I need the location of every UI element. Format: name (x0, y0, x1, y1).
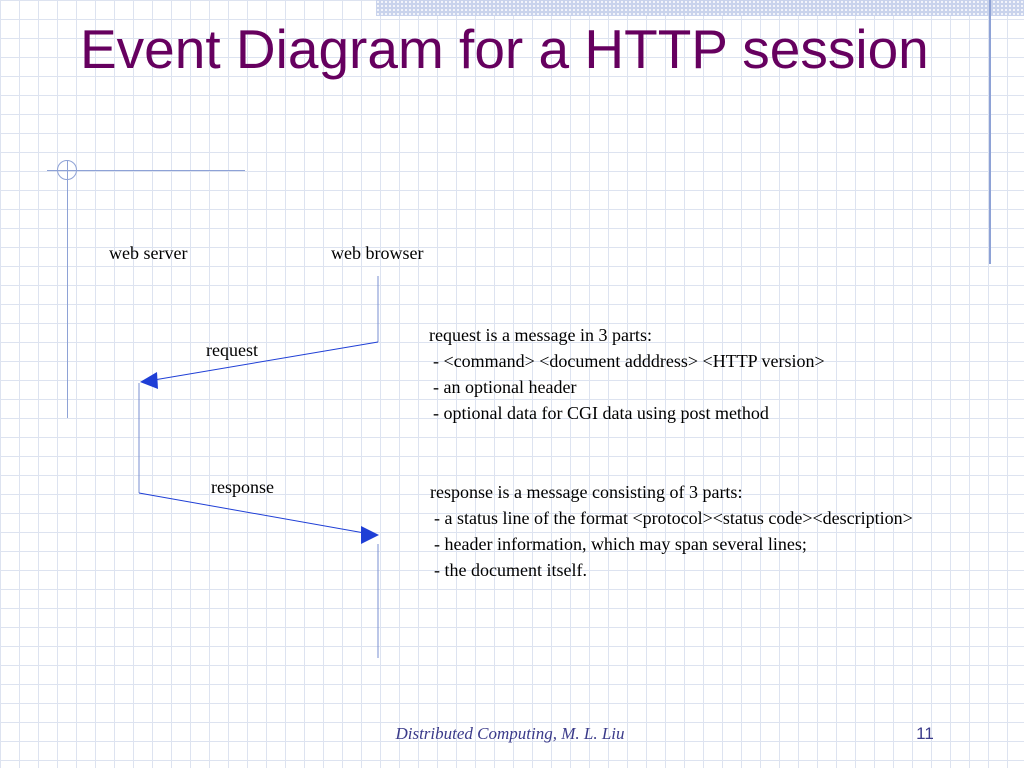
response-note-heading: response is a message consisting of 3 parts: (430, 482, 743, 502)
response-note-item: - the document itself. (434, 560, 587, 580)
request-note-item: - optional data for CGI data using post method (433, 403, 769, 423)
request-note-item: - <command> <document adddress> <HTTP version> (433, 351, 825, 371)
request-arrow-line (148, 342, 378, 381)
request-note-heading: request is a message in 3 parts: (429, 325, 652, 345)
web-browser-label: web browser (331, 243, 424, 263)
response-note (430, 479, 913, 583)
request-note-item: - an optional header (433, 377, 577, 397)
response-label: response (211, 477, 274, 497)
request-note (429, 322, 825, 426)
response-arrow-line (139, 493, 370, 534)
page-number: 11 (916, 724, 934, 743)
slide-title: Event Diagram for a HTTP session (80, 18, 929, 80)
response-arrow-head (361, 526, 379, 544)
web-server-label: web server (109, 243, 188, 263)
request-arrow-head (140, 372, 158, 389)
request-label: request (206, 340, 258, 360)
response-note-item: - header information, which may span several lines; (434, 534, 807, 554)
slide-footer: Distributed Computing, M. L. Liu (395, 724, 625, 743)
response-note-item: - a status line of the format <protocol><status code><description> (434, 508, 913, 528)
